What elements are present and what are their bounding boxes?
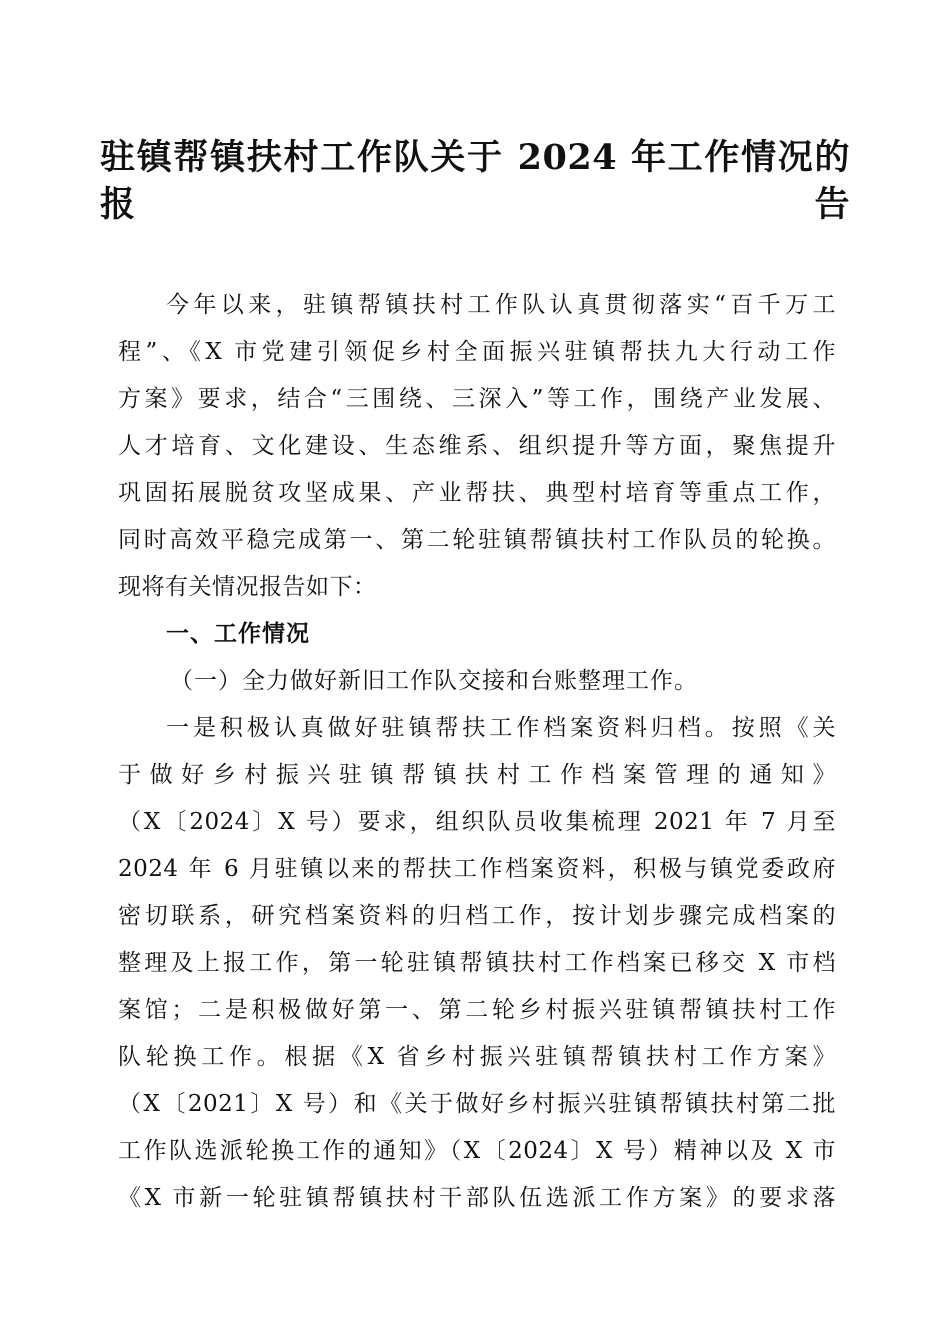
text-line: 现将有关情况报告如下：	[118, 574, 377, 600]
text-line: 工作队选派轮换工作的通知》（X〔2024〕X 号）精神以及 X 市	[118, 1138, 836, 1164]
text-line: 同时高效平稳完成第一、第二轮驻镇帮镇扶村工作队员的轮换。	[118, 527, 836, 553]
document-title	[100, 134, 850, 228]
body-paragraph	[118, 705, 836, 1222]
text-line: 于做好乡村振兴驻镇帮镇扶村工作档案管理的通知》	[118, 762, 836, 788]
document-body	[118, 282, 836, 1222]
text-line: 一是积极认真做好驻镇帮扶工作档案资料归档。按照《关	[166, 715, 836, 741]
text-line: 密切联系，研究档案资料的归档工作，按计划步骤完成档案的	[118, 903, 836, 929]
title-line: 驻镇帮镇扶村工作队关于 2024 年工作情况的	[100, 137, 850, 178]
text-line: （X〔2021〕X 号）和《关于做好乡村振兴驻镇帮镇扶村第二批	[118, 1091, 836, 1117]
title-line: 报告	[100, 184, 850, 225]
text-line: 队轮换工作。根据《X 省乡村振兴驻镇帮镇扶村工作方案》	[118, 1044, 836, 1070]
subsection-heading: （一）全力做好新旧工作队交接和台账整理工作。	[170, 668, 698, 694]
text-line: 巩固拓展脱贫攻坚成果、产业帮扶、典型村培育等重点工作，	[118, 480, 836, 506]
text-line: （X〔2024〕X 号）要求，组织队员收集梳理 2021 年 7 月至	[118, 809, 836, 835]
text-line: 整理及上报工作，第一轮驻镇帮镇扶村工作档案已移交 X 市档	[118, 950, 836, 976]
text-line: 程”、《X 市党建引领促乡村全面振兴驻镇帮扶九大行动工作	[118, 339, 836, 365]
text-line: 《X 市新一轮驻镇帮镇扶村干部队伍选派工作方案》的要求落	[118, 1185, 836, 1211]
section-heading: 一、工作情况	[166, 621, 310, 647]
text-line: 方案》要求，结合“三围绕、三深入”等工作，围绕产业发展、	[118, 386, 836, 412]
text-line: 2024 年 6 月驻镇以来的帮扶工作档案资料，积极与镇党委政府	[118, 856, 836, 882]
text-line: 今年以来，驻镇帮镇扶村工作队认真贯彻落实“百千万工	[166, 292, 836, 318]
text-line: 案馆；二是积极做好第一、第二轮乡村振兴驻镇帮镇扶村工作	[118, 997, 836, 1023]
intro-paragraph	[118, 282, 836, 611]
text-line: 人才培育、文化建设、生态维系、组织提升等方面，聚焦提升	[118, 433, 836, 459]
